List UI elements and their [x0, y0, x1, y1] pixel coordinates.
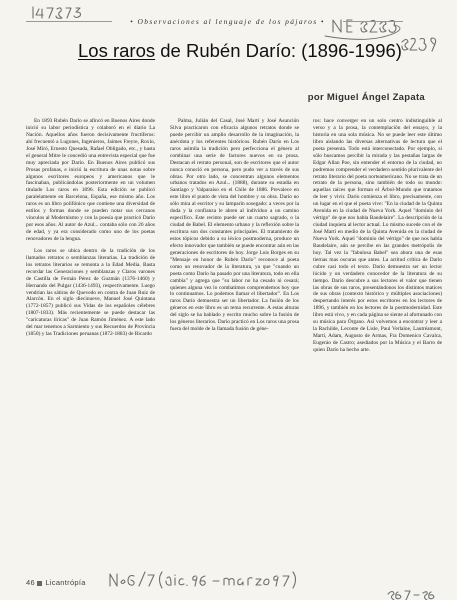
title-link: Los raros — [78, 40, 156, 61]
article-column-3 — [313, 118, 442, 573]
header-rule-left — [26, 21, 112, 22]
footer-magazine-name: Licantrópía — [45, 578, 86, 587]
article-column-1 — [26, 118, 155, 573]
footer-page-number: 46 — [26, 578, 35, 587]
handwritten-right-note — [388, 591, 434, 600]
square-bullet-icon — [37, 581, 42, 586]
title-rest: de Rubén Darío: (1896-1996) — [155, 40, 402, 61]
section-header: • Observaciones al lenguaje de los pájaros • — [130, 17, 325, 26]
paragraph: Palma, Julián del Casal, José Martí y José Asunción Silva practicaron con eficacia algunos retratos donde se puede percibir un amplio desarrollo de la imaginación, la anécdota y los referentes históricos. Rubén Darío en Los raros asimila la tradición pero perfecciona el género al combinar una serie de factores nuevos en su prosa. Destacan el retrato personal, son de escritores que el autor nunca conoció en persona, pero pudo ver a través de sus obras. Por otro lado, se concentran algunos elementos urbanos tratados en Azul... (1888), durante su estadía en Santiago y Valparaíso en el Chile de 1886. Prevalece en este libro el punto de vista del hombre y su obra. Darío no sólo mira al escritor y su lamparín sosegado: a veces por la duda y la confianza le abren al individuo a un camino específico. Este recinto puede ser un cuarto sagrado, o la ciudad de Babel. El elemento urbano y la reflexión sobre la escritura son dos constantes principales. El tratamiento de estos tópicos debido a su léxico postmoderna, produce un efecto innovador que también se puede encontrar aún en las generaciones de escritores de hoy. Jorge Luis Borges en su "Mensaje en honor de Rubén Darío" reconoce al poeta como un renovador de la literatura, ya que "cuando un poeta como Darío ha pasado por una literatura, todo en ella cambia" y agrega que "su labor no ha cesado ni cesará; quienes alguna vez lo combatimos comprendemos hoy que lo continuamos. Lo podemos llamar el libertador". En Los raros Darío demuestra ser un libertador. La fusión de los géneros en este libro es un tema recurrente. A estas alturas del siglo se ha hablado y escrito mucho sobre la fusión de los géneros literarios. Darío practicó en Los raros una prosa fuera del molde de la llamada fusión de géne- — [170, 118, 299, 333]
header-rule-right — [343, 21, 403, 22]
paragraph: En 1893 Rubén Darío se afincó en Buenos Aires donde inició su labor periodística y colaboró en el diario La Nación. Aquellos años fueron decisivamente fructíferos: ahí frecuentó a Lugones, Ingenieros, Jaimes Freyre, Roxlo, José Miró, Ernesto Quesada, Rafael Obligado, etc., y hasta el general Mitre le concedió una entrevista especial que fue muy apreciada por Darío. En Buenos Aires publicó sus Prosas profanas, e inició la escritura de unas notas sobre algunos escritores europeos y americanos que le fascinaban, publicándolas posteriormente en un volumen titulado Los raros en 1896. Esta edición se publicó paralelamente en Barcelona, España, ese mismo año. Los raros es un libro polifónico que contiene una diversidad de estilos y formas donde se pueden notar sus cercanos vínculos al Modernismo y con la poesía que practicó Darío por esos años. Al autor de Azul... contaba sólo con 26 años de edad, y ya era considerado como uno de los poetas renovadores de la lengua. — [26, 118, 155, 242]
handwritten-issue-number — [110, 572, 154, 586]
handwritten-dates — [160, 572, 296, 588]
article-column-2 — [170, 118, 299, 573]
article-title — [78, 40, 402, 62]
handwritten-number-top-left — [33, 7, 81, 18]
handwritten-number-8239 — [402, 38, 436, 51]
section-header-text: Observaciones al lenguaje de los pájaros — [137, 17, 318, 26]
paragraph: ros: hace converger en un solo centro indistinguible al verso y a la prosa, la contemplación del ensayo, y la historia en una sola música. No se puede leer este último libro aislando las diversas alternativas de lectura que el poeta presenta. Todo está interconectado. Por ejemplo, si sólo buscamos percibir la mirada y las pestañas largas de Edgar Allan Poe, sin entender el entorno de la ciudad, no podremos comprender el verdadero sentido plurivalente del retrato literario del poeta norteamericano. No se trata de un retrato de la persona, sino también de todo su mundo: aquellas raíces que forman el Árbol-Mundo que tratamos de leer y vivir. Darío comienza el libro, precisamente, con un lugar en el que el poeta vive: "En la ciudad de la Quinta Avenida en la ciudad de Nueva York. Aquel "dominio del vértigo" de que nos habla Baudelaire". La descripción de la ciudad inquieta al lector actual. Lo mismo sucede con el de José Martí en medio de la Quinta Avenida en la ciudad de Nueva York. Aquel "dominio del vértigo" de que nos habla Baudelaire, aún se percibe en las grandes metrópolis de hoy. Tal vez la "fabulosa Babel" sea ahora una de esas tiernas mas oscuras que antes. La actitud crítica de Darío cubre casi todo el texto. Darío demuestra ser un lector lúcido y un verdadero conocedor de la literatura de su tiempo. Darío descubre a sus lectores el valor que tienen las obras de sus raros, presentándonos los distintos matices de sus obras (contexto histórico y múltiples asociaciones) despertando interés por estos escritores en los lectores de 1896, y también en los lectores de la postmodernidad. Este libro está vivo, y en cada página se siente al afortunado con su música para Órgano. Así volvemos a encontrar y leer a la Rachilde, Leconte de Lisle, Paul Verlaine, Lautréamont, Martí, Adam, Augusto de Armas, Fra Domenico Cavalca, Eugenio de Castro; asediados por la Música y el Barro de quien Darío ha hecho arte. — [313, 118, 442, 353]
paragraph: Los raros se ubica dentro de la tradición de los llamados retratos o semblanzas literarias. La tradición de los retratos literarios se remonta a la Edad Media. Basta recordar las Generaciones y semblanzas y Claros varones de Castilla de Fernán Pérez de Guzmán (1376-1460) y Hernando del Pulgar (1436-1493), respectivamente. Luego vendrían las sátiras de Quevedo en contra de Juan Ruiz de Alarcón. En el siglo diecinueve, Manuel José Quintana (1772-1857) publicó sus Vidas de los españoles célebres (1807-1833). Más recientemente se puede destacar las "caricaturas líricas" de Juan Ramón Jiménez. A este lado del mar tenemos a Sarmiento y sus Recuerdos de Provincia (1850) y las Tradiciones peruanas (1872-1883) de Ricardo — [26, 247, 155, 338]
author-byline: por Miguel Ángel Zapata — [307, 92, 425, 103]
footer-brand — [26, 578, 86, 587]
